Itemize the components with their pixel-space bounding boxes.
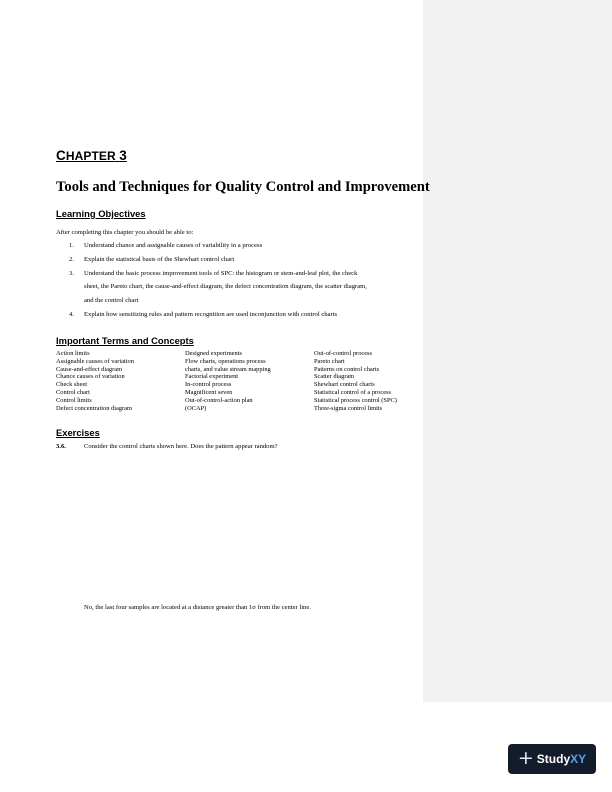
exercise-item — [56, 443, 278, 450]
objective-text: Explain how sensitizing rules and pattern recognition are used inconjunction with control charts — [84, 310, 338, 318]
exercise-question: Consider the control charts shown here. Does the pattern appear random? — [84, 443, 278, 450]
objective-number: 4. — [69, 310, 74, 318]
terms-column-1 — [56, 350, 134, 412]
exercise-number: 3.6. — [56, 443, 66, 450]
objectives-list — [56, 239, 416, 322]
exercise-answer: No, the last four samples are located at a distance greater than 1σ from the center line. — [84, 604, 311, 611]
learning-objectives-heading: Learning Objectives — [56, 208, 146, 219]
term-item: Statistical control of a process — [314, 388, 392, 396]
term-item: (OCAP) — [185, 404, 207, 412]
term-item: Statistical process control (SPC) — [314, 396, 397, 404]
exercises-heading: Exercises — [56, 427, 100, 438]
terms-heading: Important Terms and Concepts — [56, 335, 194, 346]
studyxy-logo[interactable] — [508, 744, 596, 774]
term-item: Pareto chart — [314, 357, 345, 365]
term-item: Action limits — [56, 350, 90, 357]
term-item: Flow charts, operations process — [185, 357, 266, 365]
term-item: Out-of-control process — [314, 350, 373, 357]
term-item: Out-of-control-action plan — [185, 396, 253, 404]
terms-column-3 — [314, 350, 397, 412]
chapter-label: CHAPTER 3 — [56, 148, 127, 163]
term-item: Designed experiments — [185, 350, 242, 357]
term-item: Control chart — [56, 388, 90, 396]
term-item: In-control process — [185, 381, 232, 389]
objective-text: Understand chance and assignable causes of variability in a process — [84, 242, 263, 249]
objective-number: 2. — [69, 255, 74, 263]
plus-icon: + — [517, 746, 534, 769]
objective-item — [56, 253, 416, 267]
objective-item — [56, 267, 416, 308]
objective-text: sheet, the Pareto chart, the cause-and-effect diagram, the defect concentration diagram, the scatter diagram, — [84, 283, 367, 291]
term-item: Scatter diagram — [314, 373, 355, 381]
objective-item — [56, 239, 416, 253]
chapter-title: Tools and Techniques for Quality Control and Improvement — [56, 179, 430, 195]
term-item: Shewhart control charts — [314, 381, 375, 389]
term-item: Chance causes of variation — [56, 373, 125, 381]
terms-column-2 — [185, 350, 271, 412]
objective-text: Explain the statistical basis of the Shewhart control chart — [84, 255, 235, 263]
term-item: Assignable causes of variation — [56, 357, 134, 365]
objective-text: Understand the basic process improvement tools of SPC: the histogram or stem-and-leaf plot, the check — [84, 269, 358, 277]
logo-wordmark: StudyXY — [536, 752, 587, 766]
term-item: Three-sigma control limits — [314, 404, 383, 412]
objective-number: 3. — [69, 269, 74, 277]
objective-text: and the control chart — [84, 297, 139, 305]
term-item: Magnificent seven — [185, 388, 233, 396]
term-item: Defect concentration diagram — [56, 404, 132, 412]
term-item: Cause-and-effect diagram — [56, 365, 123, 373]
objective-number: 1. — [69, 242, 74, 249]
objective-item — [56, 308, 416, 322]
term-item: Check sheet — [56, 381, 88, 389]
objectives-intro: After completing this chapter you should be able to: — [56, 229, 194, 236]
term-item: Patterns on control charts — [314, 365, 380, 373]
term-item: Factorial experiment — [185, 373, 239, 381]
term-item: charts, and value stream mapping — [185, 365, 271, 373]
term-item: Control limits — [56, 396, 92, 404]
comment-margin-panel — [423, 0, 612, 702]
